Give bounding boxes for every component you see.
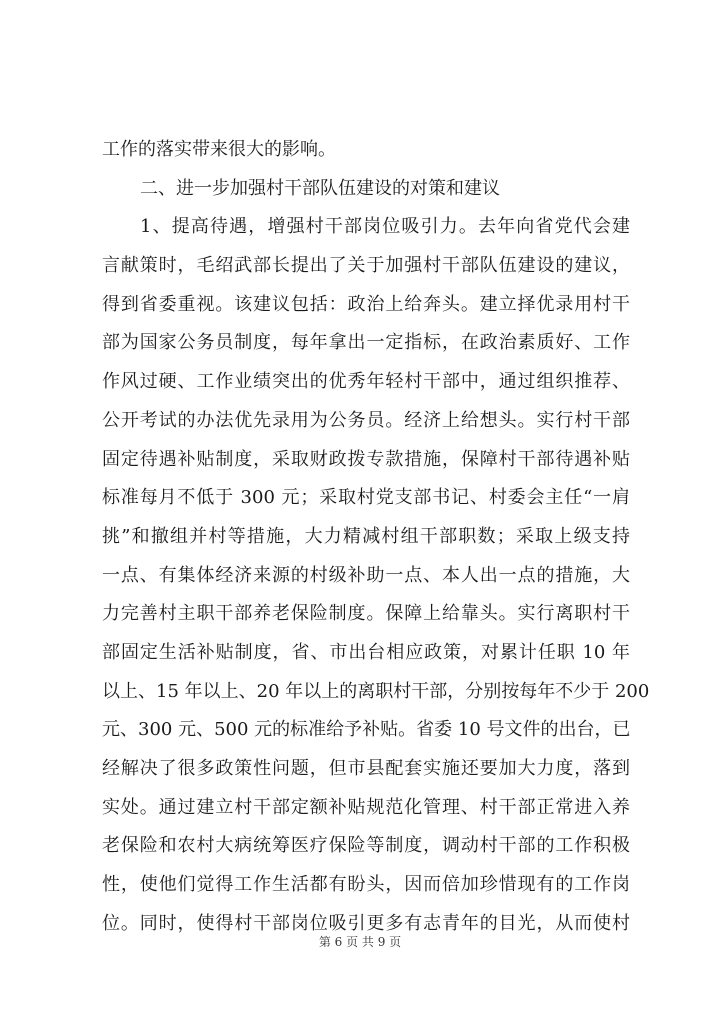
text-line: 标准每月不低于 300 元；采取村党支部书记、村委会主任“一肩 — [102, 487, 630, 509]
page-footer — [0, 932, 720, 952]
text-line: 一点、有集体经济来源的村级补助一点、本人出一点的措施，大 — [102, 564, 630, 586]
text-line: 以上、15 年以上、20 年以上的离职村干部，分别按每年不少于 200 — [102, 680, 650, 702]
text-line: 元、300 元、500 元的标准给予补贴。省委 10 号文件的出台，已 — [102, 719, 631, 741]
text-line: 部为国家公务员制度，每年拿出一定指标，在政治素质好、工作 — [102, 332, 630, 354]
text-line: 部固定生活补贴制度，省、市出台相应政策，对累计任职 10 年 — [102, 641, 630, 663]
text-line: 经解决了很多政策性问题，但市县配套实施还要加大力度，落到 — [102, 758, 630, 779]
text-line: 言献策时，毛绍武部长提出了关于加强村干部队伍建设的建议， — [102, 255, 630, 277]
text-line: 性，使他们觉得工作生活都有盼头，因而倍加珍惜现有的工作岗 — [102, 874, 630, 896]
text-line: 固定待遇补贴制度，采取财政拨专款措施，保障村干部待遇补贴 — [102, 448, 630, 470]
text-line: 得到省委重视。该建议包括：政治上给奔头。建立择优录用村干 — [102, 293, 630, 315]
text-line: 挑”和撤组并村等措施，大力精减村组干部职数；采取上级支持 — [102, 525, 630, 547]
text-line: 公开考试的办法优先录用为公务员。经济上给想头。实行村干部 — [102, 409, 630, 431]
text-line: 位。同时，使得村干部岗位吸引更多有志青年的目光，从而使村 — [102, 912, 630, 934]
text-line: 实处。通过建立村干部定额补贴规范化管理、村干部正常进入养 — [102, 796, 630, 818]
body-text — [102, 131, 650, 943]
text-line: 工作的落实带来很大的影响。 — [102, 139, 336, 160]
section-heading: 二、进一步加强村干部队伍建设的对策和建议 — [140, 177, 500, 199]
text-line: 力完善村主职干部养老保险制度。保障上给靠头。实行离职村干 — [102, 603, 630, 625]
text-line: 1、提高待遇，增强村干部岗位吸引力。去年向省党代会建 — [140, 216, 630, 238]
text-line: 老保险和农村大病统筹医疗保险等制度，调动村干部的工作积极 — [102, 835, 630, 857]
page-number: 第 6 页 共 9 页 — [318, 935, 402, 949]
text-line: 作风过硬、工作业绩突出的优秀年轻村干部中，通过组织推荐、 — [102, 371, 630, 393]
